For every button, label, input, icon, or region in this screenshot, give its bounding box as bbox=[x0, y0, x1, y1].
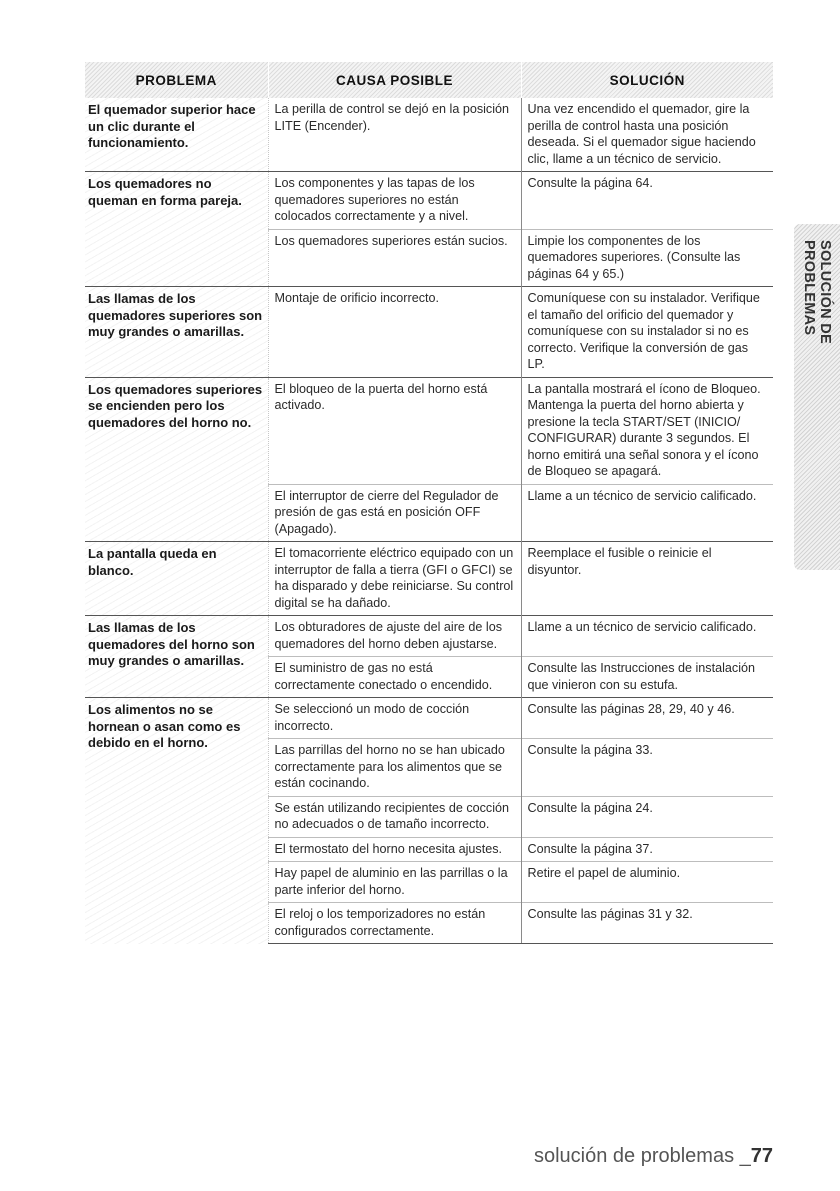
cause-cell: Se seleccionó un modo de cocción incorrecto. bbox=[268, 698, 521, 739]
cause-cell: Montaje de orificio incorrecto. bbox=[268, 287, 521, 378]
cause-cell: Las parrillas del horno no se han ubicado correctamente para los alimentos que se están cocinando. bbox=[268, 739, 521, 797]
solution-cell: Consulte la página 37. bbox=[521, 837, 773, 862]
table-row bbox=[85, 542, 773, 616]
problem-cell: Las llamas de los quemadores del horno son muy grandes o amarillas. bbox=[85, 616, 268, 698]
page-number: 77 bbox=[750, 1145, 773, 1167]
header-cause: CAUSA POSIBLE bbox=[268, 62, 521, 98]
problem-cell: Las llamas de los quemadores superiores son muy grandes o amarillas. bbox=[85, 287, 268, 378]
cause-cell: Se están utilizando recipientes de cocción no adecuados o de tamaño incorrecto. bbox=[268, 796, 521, 837]
solution-cell: La pantalla mostrará el ícono de Bloqueo. Mantenga la puerta del horno abierta y presione la tecla START/SET (INICIO/ CONFIGURAR) durante 3 segundos. El horno emitirá una señal sonora y el ícono de Bloqueo se apagará. bbox=[521, 377, 773, 484]
solution-cell: Comuníquese con su instalador. Verifique el tamaño del orificio del quemador y comuníquese con su instalador si no es correcto. Verifique la conversión de gas LP. bbox=[521, 287, 773, 378]
problem-cell: Los alimentos no se hornean o asan como es debido en el horno. bbox=[85, 698, 268, 944]
footer-section-label: solución de problemas _ bbox=[533, 1145, 751, 1167]
cause-cell: El interruptor de cierre del Regulador de presión de gas está en posición OFF (Apagado). bbox=[268, 484, 521, 542]
cause-cell: Los componentes y las tapas de los quemadores superiores no están colocados correctamente y a nivel. bbox=[268, 172, 521, 230]
problem-cell: El quemador superior hace un clic durante el funcionamiento. bbox=[85, 98, 268, 172]
problem-cell: Los quemadores no queman en forma pareja. bbox=[85, 172, 268, 287]
cause-cell: El tomacorriente eléctrico equipado con un interruptor de falla a tierra (GFI o GFCI) se ha disparado y debe reiniciarse. Su control digital se ha dañado. bbox=[268, 542, 521, 616]
solution-cell: Llame a un técnico de servicio calificado. bbox=[521, 616, 773, 657]
table-header-row bbox=[85, 62, 773, 98]
solution-cell: Consulte las páginas 28, 29, 40 y 46. bbox=[521, 698, 773, 739]
table-row bbox=[85, 287, 773, 378]
solution-cell: Consulte las páginas 31 y 32. bbox=[521, 903, 773, 944]
solution-cell: Consulte la página 64. bbox=[521, 172, 773, 230]
cause-cell: Hay papel de aluminio en las parrillas o la parte inferior del horno. bbox=[268, 862, 521, 903]
troubleshooting-table-wrap bbox=[85, 62, 773, 944]
problem-cell: La pantalla queda en blanco. bbox=[85, 542, 268, 616]
solution-cell: Consulte la página 33. bbox=[521, 739, 773, 797]
cause-cell: La perilla de control se dejó en la posición LITE (Encender). bbox=[268, 98, 521, 172]
solution-cell: Consulte la página 24. bbox=[521, 796, 773, 837]
page-footer bbox=[534, 1145, 773, 1168]
cause-cell: Los quemadores superiores están sucios. bbox=[268, 229, 521, 287]
solution-cell: Llame a un técnico de servicio calificado. bbox=[521, 484, 773, 542]
header-solution: SOLUCIÓN bbox=[521, 62, 773, 98]
table-row bbox=[85, 172, 773, 230]
cause-cell: El reloj o los temporizadores no están configurados correctamente. bbox=[268, 903, 521, 944]
header-problem: PROBLEMA bbox=[85, 62, 268, 98]
table-body bbox=[85, 98, 773, 944]
cause-cell: Los obturadores de ajuste del aire de los quemadores del horno deben ajustarse. bbox=[268, 616, 521, 657]
table-row bbox=[85, 616, 773, 657]
solution-cell: Consulte las Instrucciones de instalación que vinieron con su estufa. bbox=[521, 657, 773, 698]
table-row bbox=[85, 98, 773, 172]
problem-cell: Los quemadores superiores se encienden pero los quemadores del horno no. bbox=[85, 377, 268, 542]
solution-cell: Reemplace el fusible o reinicie el disyuntor. bbox=[521, 542, 773, 616]
cause-cell: El bloqueo de la puerta del horno está activado. bbox=[268, 377, 521, 484]
table-row bbox=[85, 698, 773, 739]
table-row bbox=[85, 377, 773, 484]
section-side-tab-label: SOLUCIÓN DE PROBLEMAS bbox=[801, 240, 833, 344]
troubleshooting-table bbox=[85, 62, 773, 944]
cause-cell: El termostato del horno necesita ajustes. bbox=[268, 837, 521, 862]
solution-cell: Limpie los componentes de los quemadores superiores. (Consulte las páginas 64 y 65.) bbox=[521, 229, 773, 287]
solution-cell: Una vez encendido el quemador, gire la perilla de control hasta una posición deseada. Si el quemador sigue haciendo clic, llame a un técnico de servicio. bbox=[527, 102, 756, 166]
solution-cell: Retire el papel de aluminio. bbox=[521, 862, 773, 903]
cause-cell: El suministro de gas no está correctamente conectado o encendido. bbox=[268, 657, 521, 698]
